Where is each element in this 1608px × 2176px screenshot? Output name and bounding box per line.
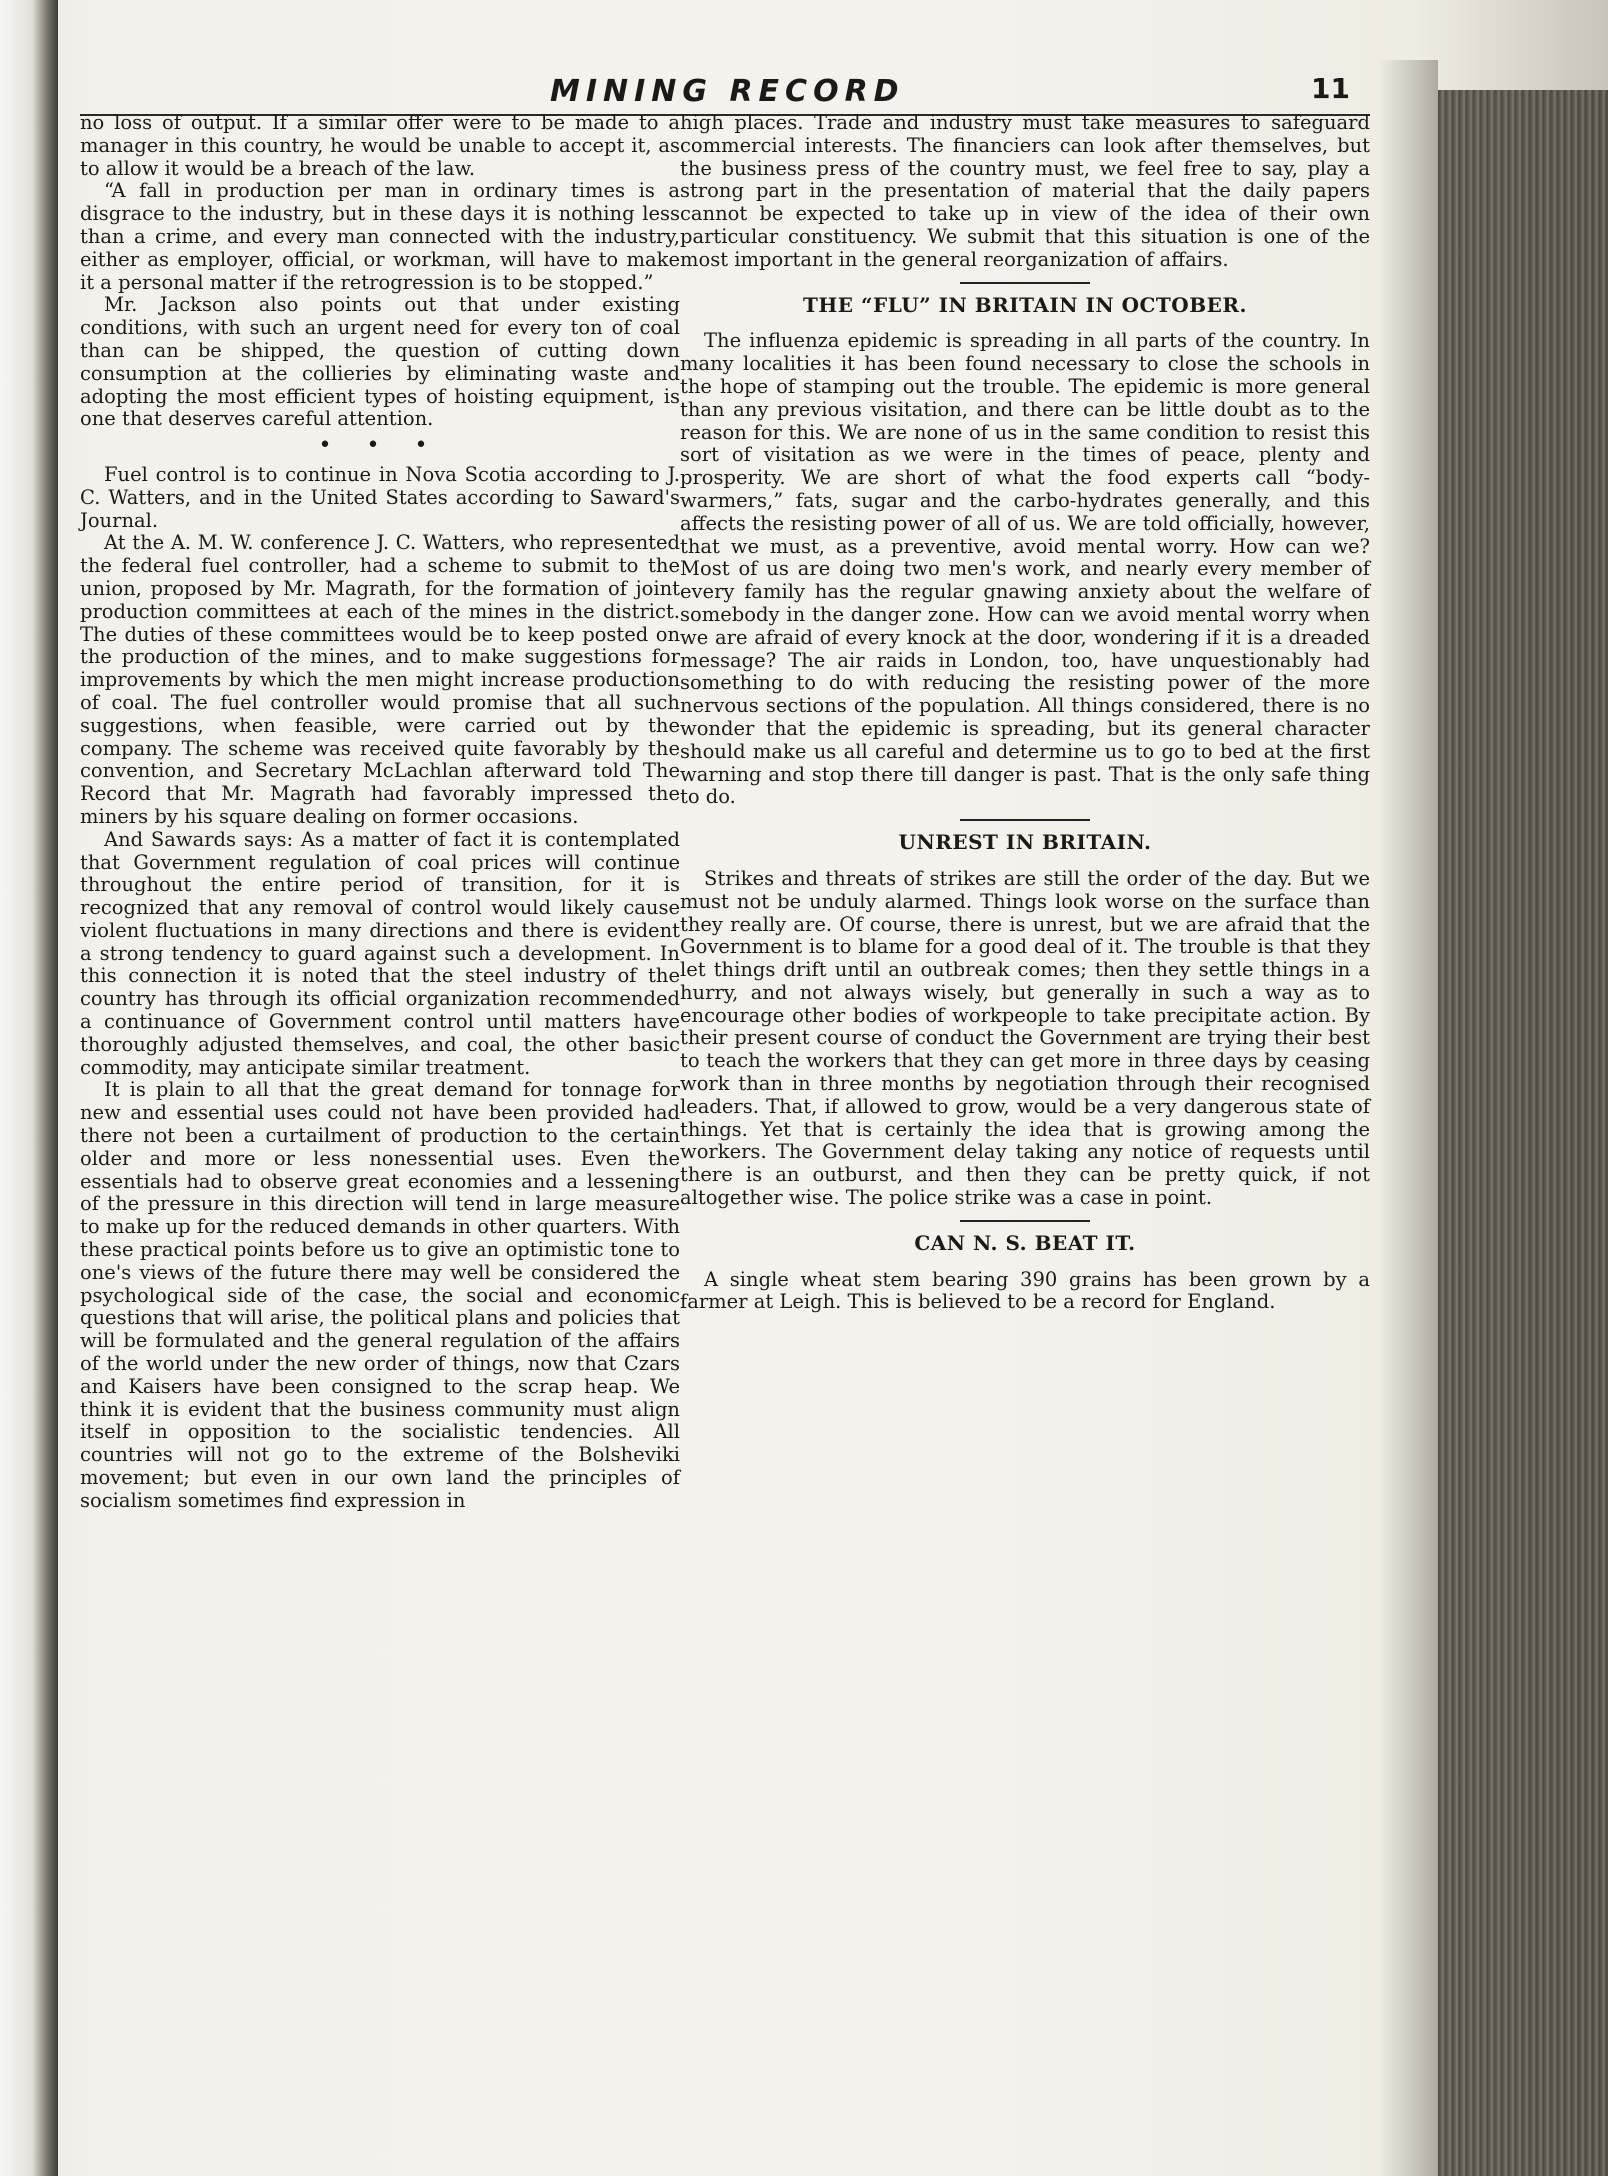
article-headline-unrest: UNREST IN BRITAIN.	[898, 830, 1152, 855]
article-rule	[960, 282, 1090, 284]
article-rule	[960, 1220, 1090, 1222]
paragraph: The influenza epidemic is spreading in all parts of the country. In many localities it has been found necessary to close the schools in the hope of stamping out the trouble. The epidemic is more general than any previous visitation, and there can be little doubt as to the reason for this. We are none of us in the same condition to resist this sort of visitation as we were in the times of peace, plenty and prosperity. We are short of what the food experts call “body-warmers,” fats, sugar and the carbo-hydrates generally, and this affects the resisting power of all of us. We are told officially, however, that we must, as a preventive, avoid mental worry. How can we? Most of us are doing two men's work, and nearly every member of every family has the regular gnawing anxiety about the welfare of somebody in the danger zone. How can we avoid mental worry when we are afraid of every knock at the door, wondering if it is a dreaded message? The air raids in London, too, have unquestionably had something to do with reducing the resisting power of the more nervous sections of the population. All things considered, there is no wonder that the epidemic is spreading, but its general character should make us all careful and determine us to go to bed at the first warning and stop there till danger is past. That is the only safe thing to do.	[680, 329, 1370, 809]
article-rule	[960, 819, 1090, 821]
paragraph: no loss of output. If a similar offer were to be made to a manager in this country, he would be unable to accept it, as to allow it would be a breach of the law.	[80, 111, 680, 180]
paragraph: A single wheat stem bearing 390 grains has been grown by a farmer at Leigh. This is believed to be a record for England.	[680, 1267, 1370, 1314]
right-column	[680, 112, 1370, 1314]
left-column	[80, 112, 680, 1513]
paragraph: Fuel control is to continue in Nova Scotia according to J. C. Watters, and in the United States according to Saward's Journal.	[80, 462, 680, 532]
paragraph: Mr. Jackson also points out that under existing conditions, with such an urgent need for every ton of coal than can be shipped, the question of cutting down consumption at the collieries by eliminating waste and adopting the most efficient types of hoisting equipment, is one that deserves careful attention.	[80, 293, 680, 431]
masthead: MINING RECORD	[550, 74, 905, 109]
paragraph: At the A. M. W. conference J. C. Watters, who represented the federal fuel controller, had a scheme to submit to the union, proposed by Mr. Magrath, for the formation of joint production committees at each of the mines in the district. The duties of these committees would be to keep posted on the production of the mines, and to make suggestions for improvements by which the men might increase production of coal. The fuel controller would promise that all such suggestions, when feasible, were carried out by the company. The scheme was received quite favorably by the convention, and Secretary McLachlan afterward told The Record that Mr. Magrath had favorably impressed the miners by his square dealing on former occasions.	[80, 531, 680, 828]
binding-shadow	[1378, 60, 1438, 2176]
journal-page	[80, 50, 1370, 2110]
quoted-paragraph: “A fall in production per man in ordinary times is a disgrace to the industry, but in these days it is nothing less than a crime, and every man connected with the industry, either as employer, official, or workman, will have to make it a personal matter if the retrogression is to be stopped.”	[80, 179, 680, 294]
article-headline-wheat: CAN N. S. BEAT IT.	[914, 1230, 1136, 1255]
paragraph: It is plain to all that the great demand for tonnage for new and essential uses could not have been provided had there not been a curtailment of production to the certain older and more or less nonessential uses. Even the essentials had to observe great economies and a lessening of the pressure in this direction will tend in large measure to make up for the reduced demands in other quarters. With these practical points before us to give an optimistic tone to one's views of the future there may well be considered the psychological side of the case, the social and economic questions that will arise, the political plans and policies that will be formulated and the general regulation of the affairs of the world under the new order of things, now that Czars and Kaisers have been consigned to the scrap heap. We think it is evident that the business community must align itself in opposition to the socialistic tendencies. All countries will not go to the extreme of the Bolsheviki movement; but even in our own land the principles of socialism sometimes find expression in	[80, 1078, 680, 1512]
paragraph: high places. Trade and industry must take measures to safeguard commercial interests. The financiers can look after themselves, but the business press of the country must, we feel free to say, play a strong part in the presentation of material that the daily papers cannot be expected to take up in view of the idea of their own particular constituency. We submit that this situation is one of the most important in the general reorganization of affairs.	[680, 111, 1370, 271]
paragraph: And Sawards says: As a matter of fact it is contemplated that Government regulation of coal prices will continue throughout the entire period of transition, for it is recognized that any removal of control would likely cause violent fluctuations in many directions and there is evident a strong tendency to guard against such a development. In this connection it is noted that the steel industry of the country has through its official organization recommended a continuance of Government control until matters have thoroughly adjusted themselves, and coal, the other basic commodity, may anticipate similar treatment.	[80, 827, 680, 1079]
paragraph: Strikes and threats of strikes are still the order of the day. But we must not be unduly alarmed. Things look worse on the surface than they really are. Of course, there is unrest, but we are afraid that the Government is to blame for a good deal of it. The trouble is that they let things drift until an outbreak comes; then they settle things in a hurry, and not always wisely, but generally in such a way as to encourage other bodies of workpeople to take precipitate action. By their present course of conduct the Government are trying their best to teach the workers that they can get more in three days by ceasing work than in three months by negotiation through their recognised leaders. That, if allowed to grow, would be a very dangerous state of things. Yet that is certainly the idea that is growing among the workers. The Government delay taking any notice of requests until there is an outburst, and then they can be pretty quick, if not altogether wise. The police strike was a case in point.	[680, 866, 1370, 1210]
left-page-edge	[0, 0, 58, 2176]
stacked-page-edges	[1438, 90, 1608, 2176]
page-number: 11	[1311, 72, 1350, 105]
running-head	[80, 70, 1370, 116]
article-headline-flu: THE “FLU” IN BRITAIN IN OCTOBER.	[803, 292, 1247, 317]
section-separator: • • •	[318, 433, 442, 459]
